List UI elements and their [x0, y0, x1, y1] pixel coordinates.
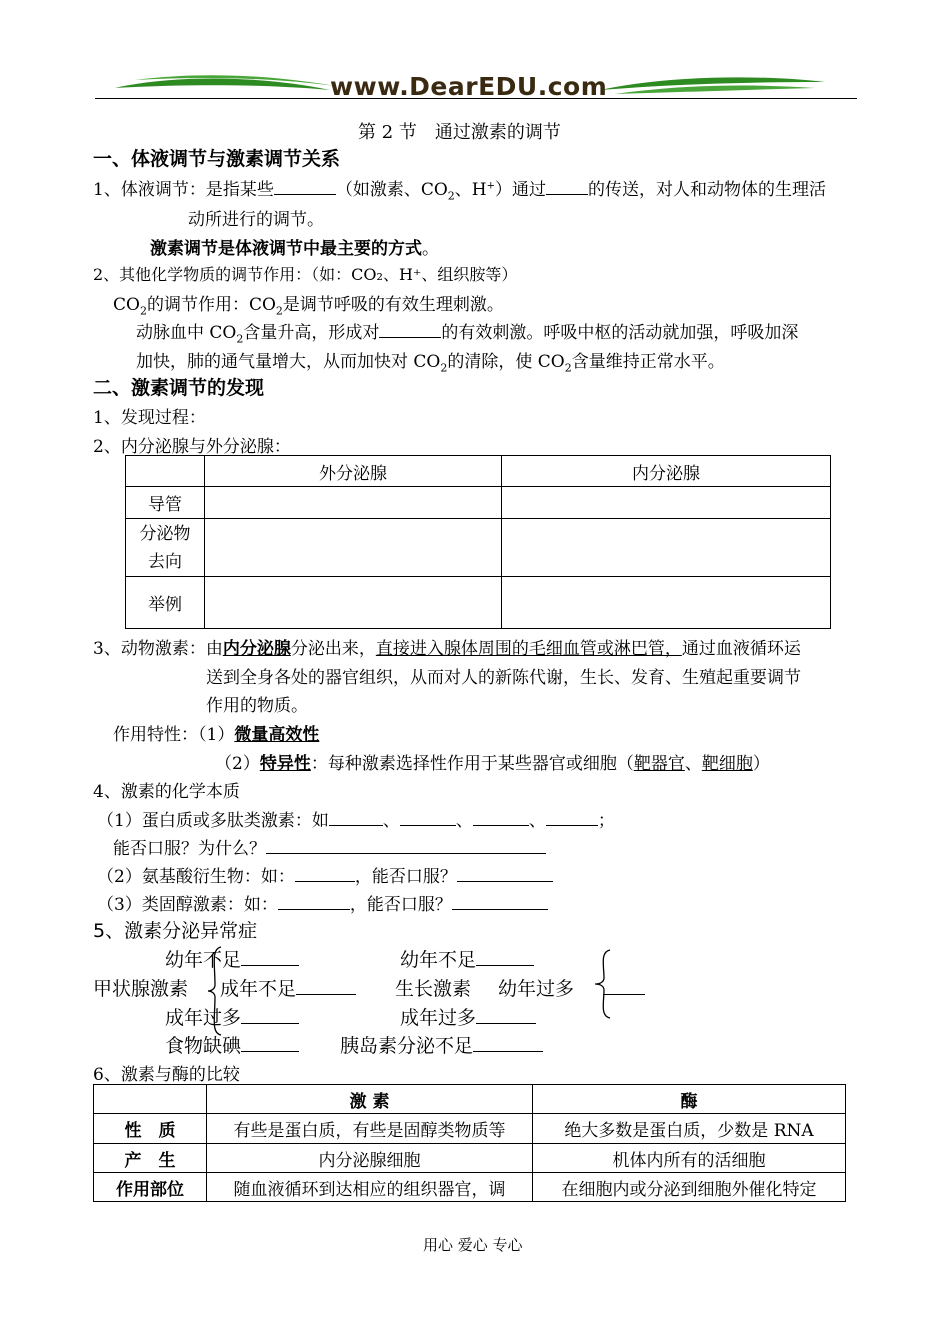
s1-co2-line: $CO_2$的调节作用：$CO_2$是调节呼吸的有效生理刺激。	[113, 295, 504, 318]
s2-item-4-1: （1）蛋白质或多肽类激素：如 、 、 、 ；	[97, 811, 615, 831]
blank[interactable]	[457, 867, 553, 882]
hormone-enzyme-table: 激 素 酶 性 质 有些是蛋白质，有些是固醇类物质等 绝大多数是蛋白质，少数是 RNA 产 生 内分泌腺细胞 机体内所有的活细胞 作用部位 随血液循环到达相应的组织器官，调 在细胞内或分泌到细胞外催化特定	[93, 1084, 846, 1202]
s1-para-1-cont: 动所进行的调节。	[188, 210, 324, 230]
abn-b2: 生长激素	[395, 978, 472, 1000]
blank[interactable]	[241, 1007, 299, 1024]
s2-item-4: 4、激素的化学本质	[93, 782, 240, 802]
abn-d2: 胰岛素分泌不足	[340, 1031, 543, 1058]
abn-c2: 成年过多	[400, 1003, 536, 1030]
s2-item-4-2: （2）氨基酸衍生物：如： ，能否口服？	[97, 862, 553, 887]
gland-table: 外分泌腺 内分泌腺 导管 分泌物 去向 举例	[125, 455, 831, 629]
table-cell[interactable]	[502, 577, 831, 629]
blank[interactable]	[241, 1035, 299, 1052]
page-title: 第 2 节 通过激素的调节	[358, 122, 561, 143]
s1-line-1: 动脉血中 $CO_2$含量升高，形成对 的有效刺激。呼吸中枢的活动就加强，呼吸加深	[136, 323, 799, 346]
prop-line-2: （2）特异性：每种激素选择性作用于某些器官或细胞（靶器官、靶细胞）	[215, 754, 770, 774]
blank[interactable]	[476, 949, 534, 966]
s2-item-3-cont2: 作用的物质。	[206, 696, 308, 716]
abn-b0: 甲状腺激素	[93, 978, 189, 1000]
blank[interactable]	[329, 811, 383, 826]
logo-text: www.DearEDU.com	[330, 72, 608, 101]
abn-a2: 幼年不足	[400, 945, 534, 972]
table-row: 产 生 内分泌腺细胞 机体内所有的活细胞	[94, 1144, 846, 1173]
prop-line-1: 作用特性：（1）微量高效性	[113, 725, 320, 745]
blank[interactable]	[266, 839, 546, 854]
blank[interactable]	[546, 811, 598, 826]
s2-item-3: 3、动物激素：由内分泌腺分泌出来，直接进入腺体周围的毛细血管或淋巴管，通过血液循环运	[93, 639, 801, 659]
header-rule	[95, 98, 857, 99]
blank[interactable]	[473, 1035, 543, 1052]
blank[interactable]	[379, 323, 441, 338]
s1-line-2: 加快，肺的通气量增大，从而加快对 $CO_2$的清除，使 $CO_2$含量维持正常水平。	[136, 352, 725, 375]
abn-c1: 成年过多	[165, 1003, 299, 1030]
s1-para-1: 1、体液调节：是指某些 （如激素、$CO_2$、H+）通过 的传送，对人和动物体的生理活	[93, 180, 826, 203]
table-cell[interactable]	[205, 519, 502, 577]
s2-item-4-3: （3）类固醇激素：如： ，能否口服？	[97, 890, 548, 915]
abn-d1: 食物缺碘	[165, 1031, 299, 1058]
abn-a1: 幼年不足	[165, 945, 299, 972]
s2-item-6: 6、激素与酶的比较	[93, 1065, 240, 1085]
blank[interactable]	[241, 949, 299, 966]
s2-item-4-q: 能否口服？为什么？	[113, 834, 546, 859]
blank[interactable]	[274, 180, 336, 195]
page-footer: 用心 爱心 专心	[423, 1236, 523, 1254]
table-cell[interactable]	[502, 487, 831, 519]
table-row: 作用部位 随血液循环到达相应的组织器官，调 在细胞内或分泌到细胞外催化特定	[94, 1173, 846, 1202]
table-row: 性 质 有些是蛋白质，有些是固醇类物质等 绝大多数是蛋白质，少数是 RNA	[94, 1114, 846, 1144]
blank[interactable]	[476, 1007, 536, 1024]
table-cell[interactable]	[205, 577, 502, 629]
blank[interactable]	[295, 867, 355, 882]
s2-item-5: 5、激素分泌异常症	[93, 920, 258, 942]
s1-emphasis: 激素调节是体液调节中最主要的方式。	[150, 239, 439, 259]
abn-b1: 成年不足	[220, 974, 356, 1001]
s2-item-1: 1、发现过程：	[93, 408, 206, 428]
blank[interactable]	[546, 180, 588, 195]
table-cell[interactable]	[502, 519, 831, 577]
section-1-heading: 一、体液调节与激素调节关系	[93, 148, 341, 170]
section-2-heading: 二、激素调节的发现	[93, 377, 265, 399]
s2-item-3-cont: 送到全身各处的器官组织，从而对人的新陈代谢，生长、发育、生殖起重要调节	[206, 668, 801, 688]
table-cell[interactable]	[205, 487, 502, 519]
s1-para-2: 2、其他化学物质的调节作用：（如：CO₂、H⁺、组织胺等）	[93, 265, 518, 284]
blank[interactable]	[473, 811, 529, 826]
blank[interactable]	[400, 811, 456, 826]
blank[interactable]	[452, 895, 548, 910]
abn-b3-blank[interactable]	[603, 978, 645, 995]
abn-b3: 幼年过多	[498, 978, 575, 1000]
blank[interactable]	[278, 895, 350, 910]
blank[interactable]	[296, 978, 356, 995]
s2-item-2: 2、内分泌腺与外分泌腺：	[93, 437, 291, 457]
